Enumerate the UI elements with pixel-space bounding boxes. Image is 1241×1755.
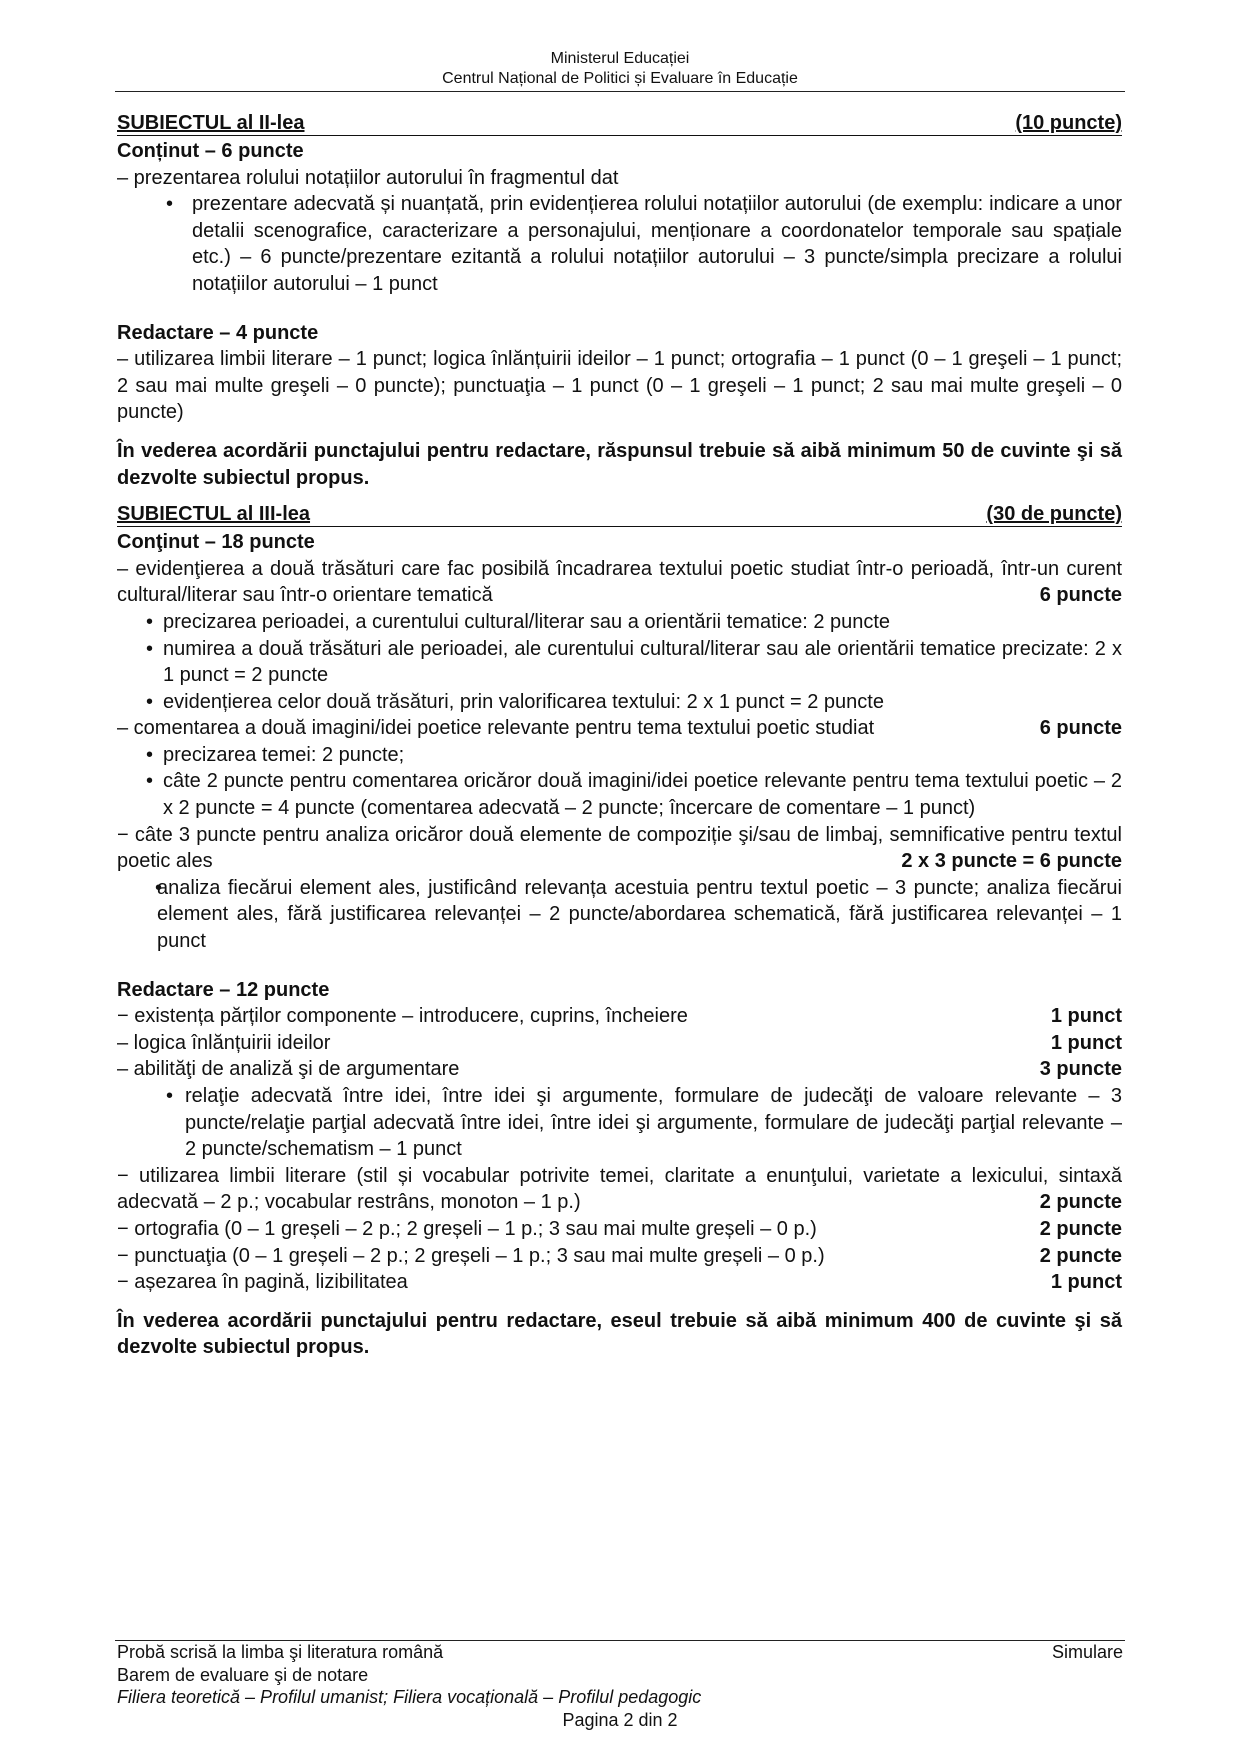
s3-criterion-3-points: 2 x 3 puncte = 6 puncte [901,850,1122,873]
footer-profile: Filiera teoretică – Profilul umanist; Filiera vocațională – Profilul pedagogic [117,1687,702,1707]
s3-r4-text: − utilizarea limbii literare (stil și vocabular potrivite temei, claritate a enunţului, varietate a lexicului, sintaxă adecvată – 2 p.; vocabular restrâns, monoton – 1 p.) [117,1164,1122,1214]
section-2-title-text: SUBIECTUL al II-lea [117,112,305,134]
footer-exam: Probă scrisă la limba şi literatura română [117,1642,444,1662]
s3-c1-bullet-2: • numirea a două trăsături ale perioadei, ale curentului cultural/literar sau ale orientării tematice precizate: 2 x 1 punct = 2 puncte [117,636,1122,689]
s2-continut-heading: Conținut – 6 puncte [117,140,304,162]
s3-r4-points: 2 puncte [1039,1191,1122,1214]
s3-r7 [117,1269,1122,1296]
footer-page-number: Pagina 2 din 2 [562,1709,678,1730]
s3-criterion-1-points: 6 puncte [1039,584,1122,607]
s3-c2-bullet-2: • câte 2 puncte pentru comentarea oricăror două imagini/idei poetice relevante pentru tema textului poetic – 2 x 2 puncte = 4 puncte (comentarea adecvată – 2 puncte; încercare de comentare – 1 punct) [117,768,1122,821]
s3-criterion-2-text: – comentarea a două imagini/idei poetice relevante pentru tema textului poetic studiat [117,717,875,740]
s3-r6-text: − punctuaţia (0 – 1 greșeli – 2 p.; 2 greșeli – 1 p.; 3 sau mai multe greșeli – 0 p.) [117,1244,825,1267]
s3-r5-text: − ortografia (0 – 1 greșeli – 2 p.; 2 greșeli – 1 p.; 3 sau mai multe greșeli – 0 p.) [117,1217,817,1240]
s3-r1-points: 1 punct [1050,1005,1122,1028]
header-center: Centrul Național de Politici și Evaluare în Educație [442,70,798,87]
s3-criterion-1-text: – evidenţierea a două trăsături care fac posibilă încadrarea textului poetic studiat într-o perioadă, într-un curent cultural/literar sau într-o orientare tematică [117,557,1122,607]
footer [117,1641,1123,1731]
section-2-points: (10 puncte) [1015,112,1122,134]
s3-r5-points: 2 puncte [1039,1217,1122,1240]
s3-redactare-heading: Redactare – 12 puncte [117,978,330,1001]
s3-r3 [117,1056,1122,1083]
s3-criterion-2 [117,715,1122,742]
s3-note: În vederea acordării punctajului pentru redactare, eseul trebuie să aibă minimum 400 de cuvinte şi să dezvolte subiectul propus. [117,1309,1122,1359]
s3-r2-points: 1 punct [1050,1031,1122,1054]
s3-r3-bullet-1: • relaţie adecvată între idei, între idei şi argumente, formulare de judecăţi de valoare relevante – 3 puncte/relaţie parţial adecvată între idei, între idei şi argumente, formulare de judecăţi parţial relevante – 2 puncte/schematism – 1 punct [117,1083,1122,1163]
s3-c1-bullet-1: • precizarea perioadei, a curentului cultural/literar sau a orientării tematice: 2 puncte [117,609,1122,636]
section-3-title [117,503,1122,527]
footer-barem: Barem de evaluare şi de notare [117,1664,369,1685]
section-3-points: (30 de puncte) [986,503,1122,526]
main-content [117,112,1122,1361]
s3-r7-points: 1 punct [1050,1271,1122,1294]
s3-continut-heading: Conţinut – 18 puncte [117,531,315,554]
s2-redactare-heading: Redactare – 4 puncte [117,321,319,344]
s3-r7-text: − așezarea în pagină, lizibilitatea [117,1271,408,1294]
header-divider [115,91,1125,92]
s3-r6-points: 2 puncte [1039,1244,1122,1267]
s2-note: În vederea acordării punctajului pentru redactare, răspunsul trebuie să aibă minimum 50 de cuvinte şi să dezvolte subiectul propus. [117,439,1122,489]
s3-r3-text: – abilităţi de analiză şi de argumentare [117,1058,460,1081]
s2-redactare-text: – utilizarea limbii literare – 1 punct; logica înlănțuirii ideilor – 1 punct; ortografia – 1 punct (0 – 1 greşeli – 1 punct; 2 sau mai multe greşeli – 0 puncte); punctuaţia – 1 punct (0 – 1 greşeli – 1 punct; 2 sau mai multe greşeli – 0 puncte) [117,348,1122,424]
section-2-title [117,112,1122,136]
s3-r3-points: 3 puncte [1039,1058,1122,1081]
s2-item-1: – prezentarea rolului notațiilor autorului în fragmentul dat [117,166,619,189]
s3-c3-bullet-1: • analiza fiecărui element ales, justificând relevanța acestuia pentru textul poetic – 3 puncte; analiza fiecărui element ales, fără justificarea relevanței – 2 puncte/abordarea schematică, fără justificarea relevanței – 1 punct [117,875,1122,955]
s3-r1-text: − existența părților componente – introducere, cuprins, încheiere [117,1005,688,1028]
s3-r2 [117,1030,1122,1057]
s3-r1 [117,1003,1122,1030]
s3-r2-text: – logica înlănțuirii ideilor [117,1031,331,1054]
section-3-title-text: SUBIECTUL al III-lea [117,503,311,526]
footer-simulation: Simulare [1051,1642,1123,1662]
s3-criterion-2-points: 6 puncte [1039,717,1122,740]
s3-r5 [117,1216,1122,1243]
s3-c1-bullet-3: • evidențierea celor două trăsături, prin valorificarea textului: 2 x 1 punct = 2 puncte [117,689,1122,716]
s2-bullet-1: • prezentare adecvată și nuanțată, prin evidențierea rolului notațiilor autorului (de exemplu: indicare a unor detalii scenografice, caracterizare a personajului, menționare a coordonatelor temporale sau spațiale etc.) – 6 puncte/prezentare ezitantă a rolului notațiilor autorului – 3 puncte/simpla precizare a rolului notațiilor autorului – 1 punct [117,191,1122,297]
s3-criterion-3-text: − câte 3 puncte pentru analiza oricăror două elemente de compoziție şi/sau de limbaj, semnificative pentru textul poetic ales [117,823,1122,873]
s3-r6 [117,1243,1122,1270]
s3-criterion-1 [117,556,1122,609]
s3-c2-bullet-1: • precizarea temei: 2 puncte; [117,742,1122,769]
header-ministry: Ministerul Educației [550,50,690,67]
